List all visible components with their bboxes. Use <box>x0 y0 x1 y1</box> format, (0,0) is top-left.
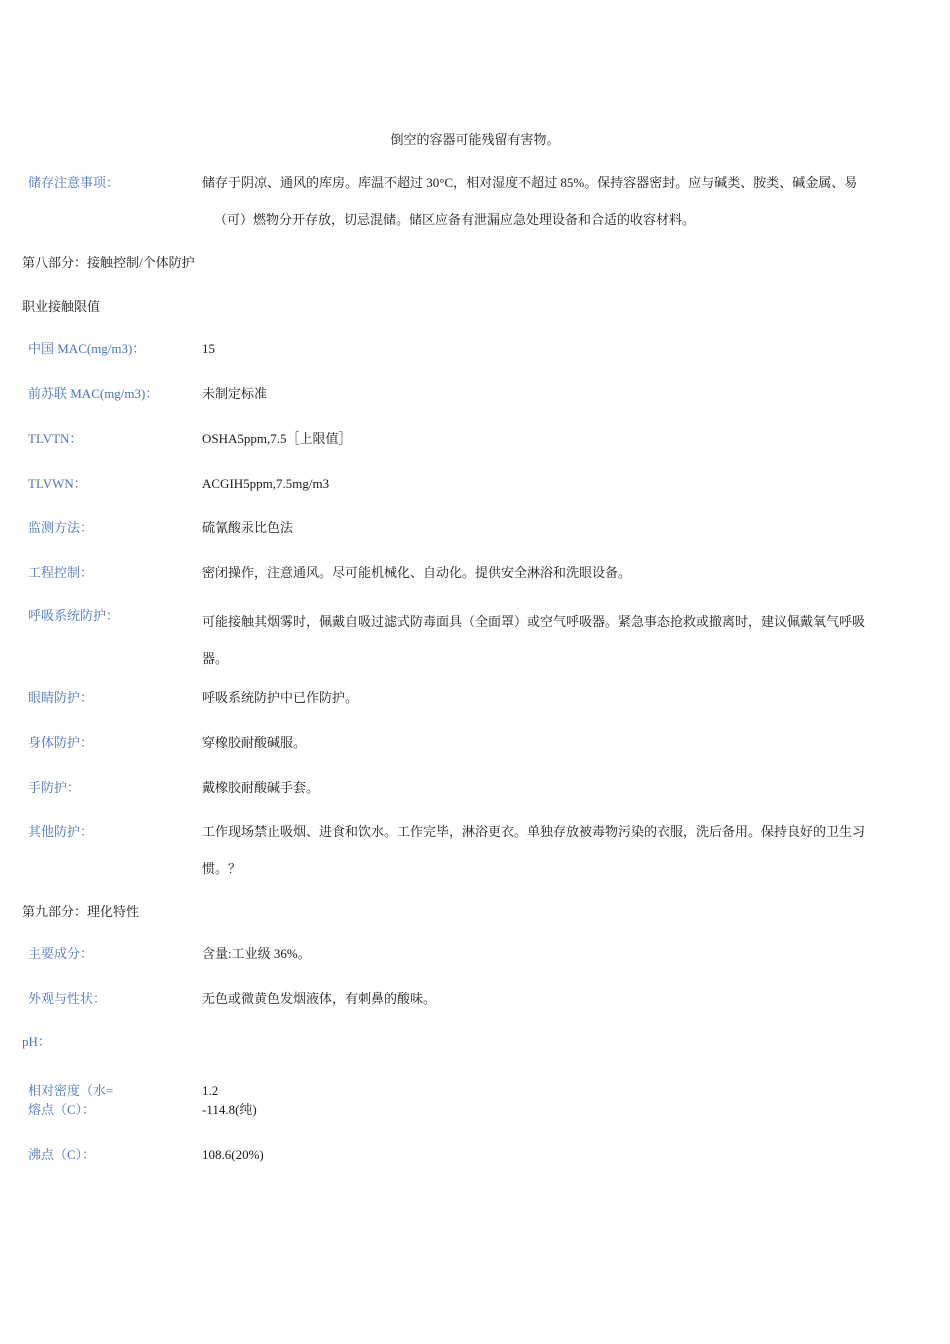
other-protection-line2: 惯。？ <box>202 861 242 876</box>
ph-label: pH： <box>22 1034 51 1049</box>
eye-protection-label: 眼睛防护： <box>28 690 94 705</box>
eye-protection-value: 呼吸系统防护中已作防护。 <box>202 690 359 705</box>
ussr-mac-label: 前苏联 MAC(mg/m3)： <box>28 386 159 401</box>
boiling-point-value: 108.6(20%) <box>202 1147 264 1162</box>
section8-subtitle: 职业接触限值 <box>22 299 101 314</box>
storage-text-line2: （可）燃物分开存放，切忌混储。储区应备有泄漏应急处理设备和合适的收容材料。 <box>214 212 696 227</box>
main-component-value: 含量:工业级 36%。 <box>202 946 311 961</box>
appearance-label: 外观与性状： <box>28 991 107 1006</box>
tlvwn-value: ACGIH5ppm,7.5mg/m3 <box>202 476 330 491</box>
engineering-control-label: 工程控制： <box>28 565 94 580</box>
body-protection-value: 穿橡胶耐酸碱服。 <box>202 735 307 750</box>
relative-density-value: 1.2 <box>202 1083 219 1098</box>
tlvtn-value: OSHA5ppm,7.5［上限值］ <box>202 431 352 446</box>
melting-point-label: 熔点（C）： <box>28 1102 96 1117</box>
body-protection-label: 身体防护： <box>28 735 94 750</box>
tlvtn-label: TLVTN： <box>28 431 83 446</box>
hand-protection-label: 手防护： <box>28 780 81 795</box>
other-protection-label: 其他防护： <box>28 824 94 839</box>
appearance-value: 无色或微黄色发烟液体，有刺鼻的酸味。 <box>202 991 437 1006</box>
other-protection-line1: 工作现场禁止吸烟、进食和饮水。工作完毕，淋浴更衣。单独存放被毒物污染的衣服，洗后备用。保持良好的卫生习 <box>202 824 866 839</box>
ussr-mac-value: 未制定标准 <box>202 386 268 401</box>
boiling-point-label: 沸点（C）： <box>28 1147 96 1162</box>
china-mac-value: 15 <box>202 341 215 356</box>
respiratory-protection-label: 呼吸系统防护： <box>28 608 120 623</box>
monitoring-method-label: 监测方法： <box>28 520 94 535</box>
section8-title: 第八部分：接触控制/个体防护 <box>22 255 195 270</box>
monitoring-method-value: 硫氰酸汞比色法 <box>202 520 294 535</box>
storage-label: 储存注意事项： <box>28 175 120 190</box>
clipped-row <box>0 1082 950 1098</box>
china-mac-label: 中国 MAC(mg/m3)： <box>28 341 146 356</box>
respiratory-protection-line2: 器。 <box>202 651 229 666</box>
storage-text-line1: 储存于阴凉、通风的库房。库温不超过 30°C，相对湿度不超过 85%。保持容器密封。应与碱类、胺类、碱金属、易 <box>202 175 858 190</box>
respiratory-protection-line1: 可能接触其烟雾时，佩戴自吸过滤式防毒面具（全面罩）或空气呼吸器。紧急事态抢救或撤离时，建议佩戴氧气呼吸 <box>202 614 866 629</box>
melting-point-value: -114.8(纯) <box>202 1102 257 1117</box>
tlvwn-label: TLVWN： <box>28 476 87 491</box>
main-component-label: 主要成分： <box>28 946 94 961</box>
section9-title: 第九部分：理化特性 <box>22 904 140 919</box>
top-note: 倒空的容器可能残留有害物。 <box>390 132 560 147</box>
engineering-control-value: 密闭操作，注意通风。尽可能机械化、自动化。提供安全淋浴和洗眼设备。 <box>202 565 632 580</box>
relative-density-label: 相对密度（水= <box>28 1083 114 1098</box>
hand-protection-value: 戴橡胶耐酸碱手套。 <box>202 780 320 795</box>
